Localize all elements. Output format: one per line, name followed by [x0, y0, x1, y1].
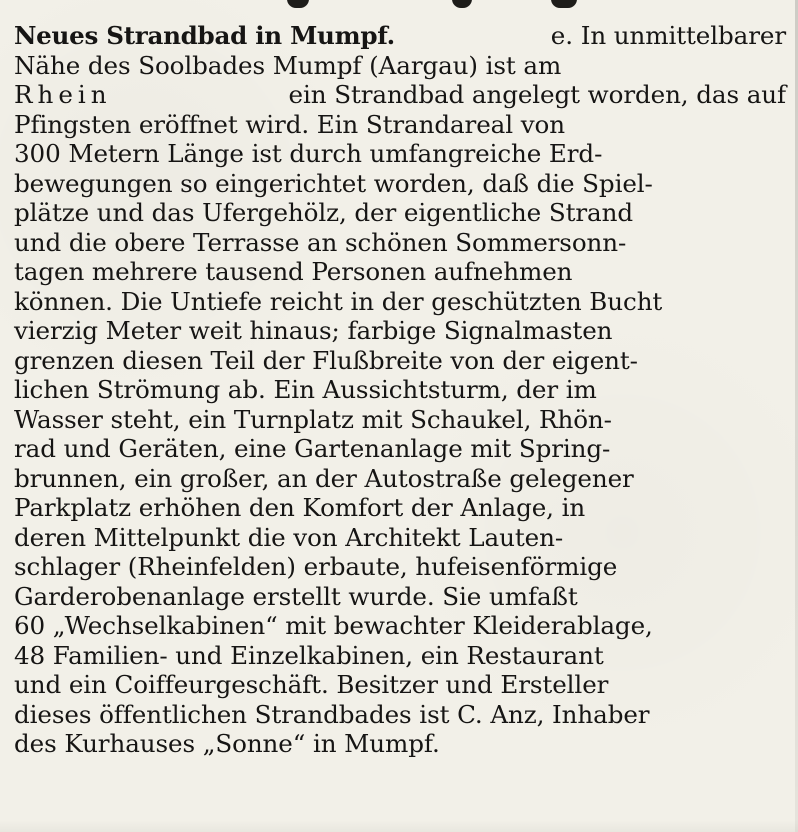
spaced-place-name: Rhein	[14, 80, 112, 109]
article-line-12: grenzen diesen Teil der Flußbreite von der eigent-	[14, 345, 638, 375]
article-line-3-rest: ein Strandbad angelegt worden, das auf	[280, 80, 786, 109]
article-line-3	[14, 80, 786, 110]
article-line-6: bewegungen so eingerichtet worden, daß die Spiel-	[14, 168, 653, 198]
scan-bottom-shadow	[0, 820, 798, 832]
cropped-letter-stroke	[551, 0, 577, 8]
article-line-13: lichen Strömung ab. Ein Aussichtsturm, der im	[14, 375, 597, 404]
cropped-letter-stroke	[452, 0, 472, 8]
article-line-21: 60 „Wechselkabinen“ mit bewachter Kleiderablage,	[14, 611, 653, 640]
article-line-10: können. Die Untiefe reicht in der geschützten Bucht	[14, 286, 663, 316]
article-line-17: Parkplatz erhöhen den Komfort der Anlage, in	[14, 493, 586, 522]
article-line-14: Wasser steht, ein Turnplatz mit Schaukel, Rhön-	[14, 404, 612, 434]
article-headline: Neues Strandbad in Mumpf.	[14, 21, 395, 50]
article-line-4: Pfingsten eröffnet wird. Ein Strandareal von	[14, 109, 565, 139]
article-line-25: des Kurhauses „Sonne“ in Mumpf.	[14, 729, 440, 758]
article-line-9: tagen mehrere tausend Personen aufnehmen	[14, 257, 573, 286]
article-line-22: 48 Familien- und Einzelkabinen, ein Restaurant	[14, 640, 604, 670]
article-line-19: schlager (Rheinfelden) erbaute, hufeisenförmige	[14, 552, 618, 581]
article-line-1-rest: e. In unmittelbarer	[543, 21, 786, 50]
article-line-20: Garderobenanlage erstellt wurde. Sie umfaßt	[14, 581, 578, 611]
article-line-24: dieses öffentlichen Strandbades ist C. Anz, Inhaber	[14, 699, 650, 729]
article-line-18: deren Mittelpunkt die von Architekt Lauten-	[14, 522, 564, 552]
cropped-letter-stroke	[287, 0, 309, 8]
article-line-16: brunnen, ein großer, an der Autostraße gelegener	[14, 463, 634, 493]
article-line-15: rad und Geräten, eine Gartenanlage mit Spring-	[14, 434, 611, 463]
newspaper-article	[14, 21, 786, 759]
article-line-2: Nähe des Soolbades Mumpf (Aargau) ist am	[14, 50, 562, 80]
article-line-11: vierzig Meter weit hinaus; farbige Signalmasten	[14, 316, 613, 345]
article-line-8: und die obere Terrasse an schönen Sommersonn-	[14, 227, 627, 257]
article-line-5: 300 Metern Länge ist durch umfangreiche Erd-	[14, 139, 603, 168]
article-line-1	[14, 21, 786, 51]
cropped-heading-fragment	[0, 0, 798, 18]
article-line-7: plätze und das Ufergehölz, der eigentliche Strand	[14, 198, 633, 227]
article-line-23: und ein Coiffeurgeschäft. Besitzer und Ersteller	[14, 670, 609, 699]
